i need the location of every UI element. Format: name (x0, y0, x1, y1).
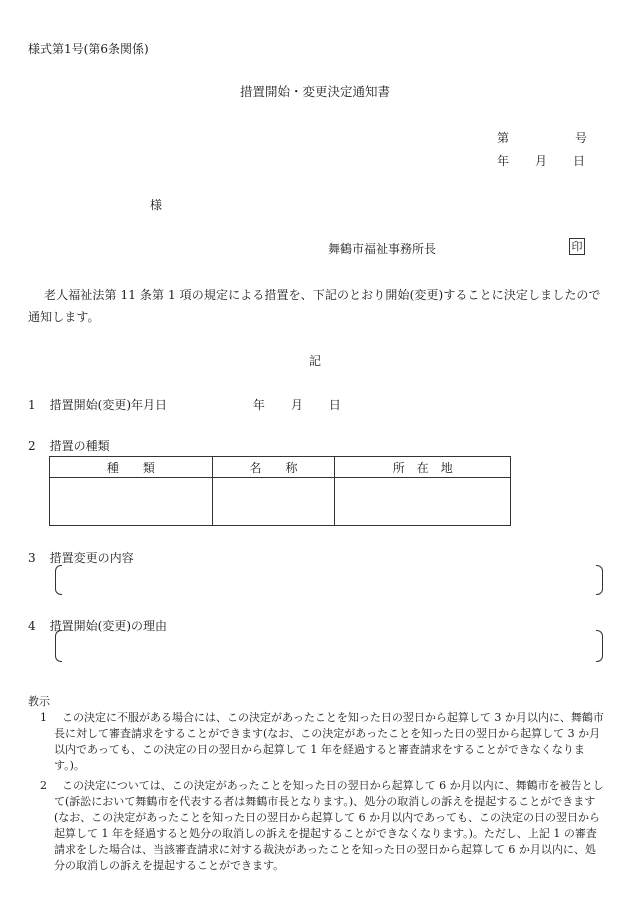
table-header-type: 種 類 (50, 457, 213, 478)
doc-number-suffix: 号 (575, 131, 588, 145)
section-start-date (28, 396, 341, 413)
table-header-address: 所 在 地 (335, 457, 511, 478)
doc-number-prefix: 第 (497, 131, 510, 145)
ki-heading: 記 (308, 354, 321, 368)
section-change-content (28, 549, 134, 566)
section-number: 3 (28, 551, 36, 565)
section-label: 措置開始(変更)年月日 (49, 398, 168, 412)
instructions-heading: 教示 (28, 695, 50, 708)
document-number (497, 129, 587, 146)
table-cell-address[interactable] (335, 478, 511, 526)
document-date (497, 152, 585, 169)
addressee: 様 (150, 198, 163, 212)
section-label: 措置変更の内容 (49, 551, 134, 565)
document-title: 措置開始・変更決定通知書 (239, 84, 390, 99)
doc-date-year: 年 (497, 154, 510, 168)
form-number: 様式第1号(第6条関係) (28, 42, 149, 56)
issuer-name: 舞鶴市福祉事務所長 (328, 242, 437, 256)
reason-bracket-right (596, 630, 603, 662)
start-month-label: 月 (290, 398, 303, 412)
instruction-item (40, 778, 605, 874)
section-type (28, 437, 110, 454)
section-number: 4 (28, 619, 36, 633)
start-year-label: 年 (252, 398, 265, 412)
change-content-bracket-left (55, 565, 62, 595)
section-number: 1 (28, 398, 36, 412)
start-day-label: 日 (328, 398, 341, 412)
body-text: 老人福祉法第 11 条第 1 項の規定による措置を、下記のとおり開始(変更)することに決定しましたので通知します。 (28, 288, 601, 324)
instruction-text: この決定に不服がある場合には、この決定があったことを知った日の翌日から起算して 3 か月以内に、舞鶴市長に対して審査請求をすることができます(なお、この決定があったことを知った日の翌日から起算して 3 か月以内であっても、この決定の日の翌日から起算して 1 年を経過すると審査請求をすることができなくなります。)。 (54, 711, 604, 772)
instruction-number: 1 (40, 711, 47, 724)
table-cell-name[interactable] (212, 478, 335, 526)
reason-bracket-left (55, 630, 62, 662)
measure-type-table (49, 456, 511, 526)
instruction-text: この決定については、この決定があったことを知った日の翌日から起算して 6 か月以内に、舞鶴市を被告として(訴訟において舞鶴市を代表する者は舞鶴市長となります。)、処分の取消しの訴えを提起することができます(なお、この決定があったことを知った日の翌日から起算して 6 か月以内であっても、この決定の日の翌日から起算して 1 年を経過すると処分の取消しの訴えを提起することができなくなります。)。ただし、上記 1 の審査請求をした場合は、当該審査請求に対する裁決があったことを知った日の翌日から起算して 6 か月以内に、処分の取消しの訴えを提起することができます。 (54, 779, 604, 872)
instruction-item (40, 710, 605, 774)
change-content-bracket-right (596, 565, 603, 595)
doc-date-month: 月 (535, 154, 548, 168)
section-label: 措置の種類 (49, 439, 110, 453)
instruction-number: 2 (40, 779, 47, 792)
doc-date-day: 日 (573, 154, 586, 168)
section-label: 措置開始(変更)の理由 (49, 619, 168, 633)
table-cell-type[interactable] (50, 478, 213, 526)
section-number: 2 (28, 439, 36, 453)
seal-mark: 印 (569, 238, 585, 255)
section-reason (28, 617, 167, 634)
table-header-name: 名 称 (212, 457, 335, 478)
